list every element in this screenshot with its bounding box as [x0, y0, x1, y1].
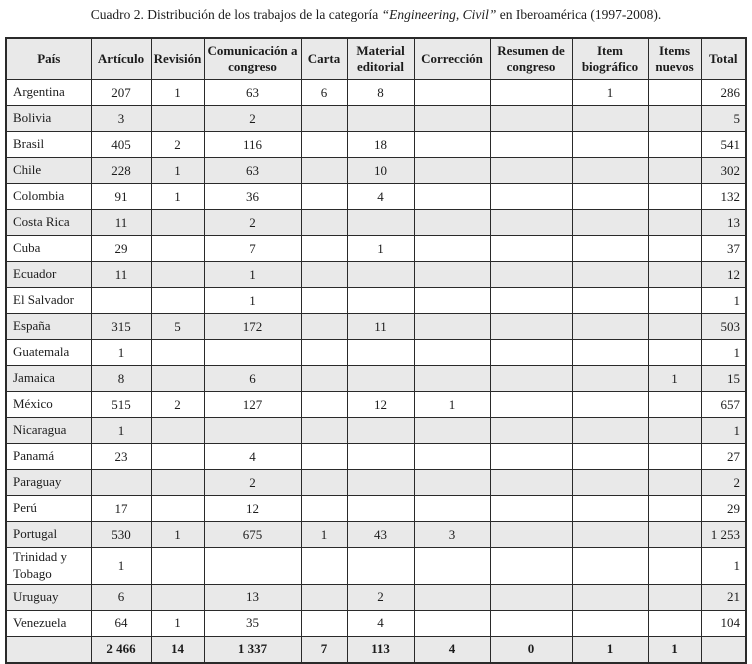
- value-cell-material-editorial: 10: [347, 158, 414, 184]
- totals-label-cell: [6, 636, 91, 663]
- value-cell-correccion: [414, 132, 490, 158]
- value-cell-total: 541: [701, 132, 746, 158]
- value-cell-articulo: 1: [91, 340, 151, 366]
- value-cell-revision: [151, 548, 204, 585]
- value-cell-item-biografico: [572, 366, 648, 392]
- value-cell-comunicacion-a-congreso: 63: [204, 158, 301, 184]
- value-cell-item-biografico: [572, 236, 648, 262]
- table-row: [6, 496, 746, 522]
- value-cell-item-biografico: [572, 288, 648, 314]
- value-cell-correccion: [414, 184, 490, 210]
- totals-row: [6, 636, 746, 663]
- value-cell-item-biografico: [572, 158, 648, 184]
- value-cell-total: 12: [701, 262, 746, 288]
- value-cell-articulo: 29: [91, 236, 151, 262]
- value-cell-correccion: [414, 80, 490, 106]
- table-row: [6, 548, 746, 585]
- value-cell-resumen-de-congreso: [490, 262, 572, 288]
- header-row: [6, 38, 746, 80]
- column-header-pais: País: [6, 38, 91, 80]
- value-cell-items-nuevos: [648, 610, 701, 636]
- value-cell-material-editorial: [347, 418, 414, 444]
- value-cell-carta: [301, 210, 347, 236]
- value-cell-resumen-de-congreso: [490, 584, 572, 610]
- value-cell-revision: 2: [151, 132, 204, 158]
- country-cell: Nicaragua: [6, 418, 91, 444]
- value-cell-comunicacion-a-congreso: 7: [204, 236, 301, 262]
- value-cell-comunicacion-a-congreso: [204, 548, 301, 585]
- country-cell: Venezuela: [6, 610, 91, 636]
- value-cell-resumen-de-congreso: [490, 444, 572, 470]
- value-cell-carta: 6: [301, 80, 347, 106]
- table-row: [6, 444, 746, 470]
- value-cell-item-biografico: [572, 132, 648, 158]
- totals-cell-revision: 14: [151, 636, 204, 663]
- value-cell-articulo: 207: [91, 80, 151, 106]
- value-cell-total: 286: [701, 80, 746, 106]
- country-cell: Costa Rica: [6, 210, 91, 236]
- value-cell-revision: [151, 262, 204, 288]
- value-cell-items-nuevos: [648, 496, 701, 522]
- value-cell-items-nuevos: 1: [648, 366, 701, 392]
- value-cell-total: 1 253: [701, 522, 746, 548]
- value-cell-revision: [151, 340, 204, 366]
- value-cell-total: 5: [701, 106, 746, 132]
- value-cell-comunicacion-a-congreso: 127: [204, 392, 301, 418]
- country-cell: Cuba: [6, 236, 91, 262]
- value-cell-revision: [151, 444, 204, 470]
- column-header-correccion: Corrección: [414, 38, 490, 80]
- value-cell-articulo: 91: [91, 184, 151, 210]
- country-cell: Portugal: [6, 522, 91, 548]
- value-cell-comunicacion-a-congreso: 1: [204, 288, 301, 314]
- column-header-item-biografico: Item biográfico: [572, 38, 648, 80]
- caption-category-italic: “Engineering, Civil”: [381, 7, 497, 22]
- value-cell-comunicacion-a-congreso: 675: [204, 522, 301, 548]
- value-cell-total: 1: [701, 418, 746, 444]
- table-row: [6, 522, 746, 548]
- value-cell-items-nuevos: [648, 470, 701, 496]
- caption-text-suffix: en Iberoamérica (1997-2008).: [496, 7, 662, 22]
- value-cell-items-nuevos: [648, 210, 701, 236]
- value-cell-item-biografico: [572, 610, 648, 636]
- column-header-articulo: Artículo: [91, 38, 151, 80]
- value-cell-correccion: 3: [414, 522, 490, 548]
- country-cell: Argentina: [6, 80, 91, 106]
- value-cell-item-biografico: [572, 262, 648, 288]
- column-header-revision: Revisión: [151, 38, 204, 80]
- value-cell-carta: [301, 132, 347, 158]
- value-cell-carta: [301, 470, 347, 496]
- value-cell-total: 1: [701, 340, 746, 366]
- value-cell-comunicacion-a-congreso: 1: [204, 262, 301, 288]
- value-cell-articulo: 17: [91, 496, 151, 522]
- value-cell-correccion: [414, 236, 490, 262]
- value-cell-total: 13: [701, 210, 746, 236]
- value-cell-item-biografico: [572, 444, 648, 470]
- value-cell-correccion: [414, 314, 490, 340]
- value-cell-resumen-de-congreso: [490, 184, 572, 210]
- value-cell-material-editorial: [347, 444, 414, 470]
- value-cell-items-nuevos: [648, 80, 701, 106]
- value-cell-articulo: 530: [91, 522, 151, 548]
- value-cell-item-biografico: [572, 392, 648, 418]
- value-cell-correccion: [414, 366, 490, 392]
- country-cell: Panamá: [6, 444, 91, 470]
- value-cell-articulo: 6: [91, 584, 151, 610]
- value-cell-revision: [151, 106, 204, 132]
- value-cell-carta: [301, 584, 347, 610]
- distribution-table: [5, 37, 747, 664]
- value-cell-total: 1: [701, 548, 746, 585]
- value-cell-item-biografico: [572, 340, 648, 366]
- value-cell-articulo: 228: [91, 158, 151, 184]
- value-cell-material-editorial: [347, 210, 414, 236]
- value-cell-material-editorial: 4: [347, 610, 414, 636]
- value-cell-carta: [301, 288, 347, 314]
- value-cell-carta: [301, 366, 347, 392]
- value-cell-item-biografico: [572, 548, 648, 585]
- value-cell-resumen-de-congreso: [490, 314, 572, 340]
- table-row: [6, 314, 746, 340]
- country-cell: Ecuador: [6, 262, 91, 288]
- value-cell-carta: [301, 444, 347, 470]
- column-header-material-editorial: Material editorial: [347, 38, 414, 80]
- value-cell-items-nuevos: [648, 106, 701, 132]
- value-cell-articulo: 1: [91, 418, 151, 444]
- country-cell: Paraguay: [6, 470, 91, 496]
- value-cell-revision: 1: [151, 80, 204, 106]
- country-cell: Chile: [6, 158, 91, 184]
- value-cell-material-editorial: [347, 496, 414, 522]
- value-cell-items-nuevos: [648, 584, 701, 610]
- value-cell-items-nuevos: [648, 444, 701, 470]
- column-header-items-nuevos: Items nuevos: [648, 38, 701, 80]
- value-cell-carta: [301, 236, 347, 262]
- value-cell-material-editorial: [347, 340, 414, 366]
- value-cell-revision: [151, 366, 204, 392]
- value-cell-total: 27: [701, 444, 746, 470]
- value-cell-comunicacion-a-congreso: [204, 418, 301, 444]
- totals-cell-articulo: 2 466: [91, 636, 151, 663]
- value-cell-comunicacion-a-congreso: 36: [204, 184, 301, 210]
- value-cell-resumen-de-congreso: [490, 470, 572, 496]
- value-cell-items-nuevos: [648, 340, 701, 366]
- table-row: [6, 584, 746, 610]
- value-cell-items-nuevos: [648, 548, 701, 585]
- value-cell-correccion: [414, 210, 490, 236]
- value-cell-item-biografico: [572, 418, 648, 444]
- value-cell-total: 1: [701, 288, 746, 314]
- value-cell-material-editorial: [347, 470, 414, 496]
- value-cell-comunicacion-a-congreso: 12: [204, 496, 301, 522]
- column-header-resumen-de-congreso: Resumen de congreso: [490, 38, 572, 80]
- value-cell-carta: [301, 262, 347, 288]
- value-cell-material-editorial: 43: [347, 522, 414, 548]
- table-row: [6, 340, 746, 366]
- value-cell-material-editorial: 18: [347, 132, 414, 158]
- value-cell-resumen-de-congreso: [490, 610, 572, 636]
- value-cell-resumen-de-congreso: [490, 210, 572, 236]
- value-cell-correccion: [414, 418, 490, 444]
- value-cell-carta: [301, 392, 347, 418]
- value-cell-items-nuevos: [648, 262, 701, 288]
- value-cell-comunicacion-a-congreso: [204, 340, 301, 366]
- value-cell-carta: [301, 314, 347, 340]
- value-cell-resumen-de-congreso: [490, 392, 572, 418]
- table-row: [6, 184, 746, 210]
- value-cell-articulo: 3: [91, 106, 151, 132]
- value-cell-revision: 1: [151, 184, 204, 210]
- value-cell-articulo: 64: [91, 610, 151, 636]
- value-cell-resumen-de-congreso: [490, 418, 572, 444]
- value-cell-items-nuevos: [648, 236, 701, 262]
- value-cell-total: 302: [701, 158, 746, 184]
- value-cell-correccion: [414, 610, 490, 636]
- totals-cell-comunicacion-a-congreso: 1 337: [204, 636, 301, 663]
- value-cell-comunicacion-a-congreso: 4: [204, 444, 301, 470]
- value-cell-resumen-de-congreso: [490, 288, 572, 314]
- caption-text: Cuadro 2. Distribución de los trabajos de la categoría: [90, 7, 382, 22]
- value-cell-items-nuevos: [648, 132, 701, 158]
- value-cell-revision: [151, 210, 204, 236]
- value-cell-items-nuevos: [648, 158, 701, 184]
- value-cell-resumen-de-congreso: [490, 340, 572, 366]
- value-cell-material-editorial: 12: [347, 392, 414, 418]
- value-cell-revision: 2: [151, 392, 204, 418]
- value-cell-total: 29: [701, 496, 746, 522]
- value-cell-material-editorial: 2: [347, 584, 414, 610]
- value-cell-items-nuevos: [648, 314, 701, 340]
- totals-cell-carta: 7: [301, 636, 347, 663]
- value-cell-item-biografico: [572, 314, 648, 340]
- value-cell-comunicacion-a-congreso: 116: [204, 132, 301, 158]
- value-cell-revision: [151, 470, 204, 496]
- value-cell-items-nuevos: [648, 522, 701, 548]
- value-cell-articulo: [91, 288, 151, 314]
- value-cell-carta: [301, 548, 347, 585]
- table-row: [6, 392, 746, 418]
- value-cell-correccion: [414, 158, 490, 184]
- value-cell-correccion: [414, 548, 490, 585]
- country-cell: El Salvador: [6, 288, 91, 314]
- value-cell-carta: [301, 418, 347, 444]
- value-cell-articulo: 515: [91, 392, 151, 418]
- value-cell-comunicacion-a-congreso: 6: [204, 366, 301, 392]
- totals-cell-item-biografico: 1: [572, 636, 648, 663]
- value-cell-carta: [301, 184, 347, 210]
- value-cell-articulo: 405: [91, 132, 151, 158]
- value-cell-items-nuevos: [648, 288, 701, 314]
- table-row: [6, 418, 746, 444]
- value-cell-item-biografico: [572, 584, 648, 610]
- value-cell-revision: [151, 236, 204, 262]
- value-cell-total: 2: [701, 470, 746, 496]
- value-cell-resumen-de-congreso: [490, 522, 572, 548]
- value-cell-carta: [301, 610, 347, 636]
- value-cell-carta: [301, 340, 347, 366]
- value-cell-total: 104: [701, 610, 746, 636]
- table-row: [6, 158, 746, 184]
- country-cell: Colombia: [6, 184, 91, 210]
- value-cell-correccion: 1: [414, 392, 490, 418]
- value-cell-resumen-de-congreso: [490, 106, 572, 132]
- value-cell-revision: 1: [151, 610, 204, 636]
- value-cell-total: 15: [701, 366, 746, 392]
- value-cell-total: 657: [701, 392, 746, 418]
- value-cell-material-editorial: 1: [347, 236, 414, 262]
- column-header-carta: Carta: [301, 38, 347, 80]
- value-cell-carta: [301, 106, 347, 132]
- table-row: [6, 80, 746, 106]
- table-row: [6, 610, 746, 636]
- value-cell-carta: [301, 158, 347, 184]
- value-cell-material-editorial: 8: [347, 80, 414, 106]
- country-cell: Brasil: [6, 132, 91, 158]
- table-caption: [0, 7, 752, 23]
- value-cell-correccion: [414, 340, 490, 366]
- value-cell-resumen-de-congreso: [490, 158, 572, 184]
- value-cell-correccion: [414, 106, 490, 132]
- country-cell: Guatemala: [6, 340, 91, 366]
- value-cell-item-biografico: [572, 470, 648, 496]
- value-cell-articulo: 11: [91, 210, 151, 236]
- value-cell-items-nuevos: [648, 184, 701, 210]
- table-row: [6, 262, 746, 288]
- value-cell-comunicacion-a-congreso: 2: [204, 470, 301, 496]
- value-cell-item-biografico: [572, 210, 648, 236]
- value-cell-correccion: [414, 470, 490, 496]
- value-cell-total: 503: [701, 314, 746, 340]
- value-cell-comunicacion-a-congreso: 13: [204, 584, 301, 610]
- table-row: [6, 236, 746, 262]
- value-cell-correccion: [414, 496, 490, 522]
- value-cell-material-editorial: 4: [347, 184, 414, 210]
- value-cell-revision: 5: [151, 314, 204, 340]
- value-cell-revision: [151, 288, 204, 314]
- value-cell-revision: [151, 584, 204, 610]
- table-row: [6, 366, 746, 392]
- value-cell-revision: 1: [151, 522, 204, 548]
- value-cell-articulo: 315: [91, 314, 151, 340]
- value-cell-resumen-de-congreso: [490, 236, 572, 262]
- value-cell-carta: 1: [301, 522, 347, 548]
- value-cell-item-biografico: [572, 184, 648, 210]
- value-cell-correccion: [414, 584, 490, 610]
- value-cell-resumen-de-congreso: [490, 496, 572, 522]
- value-cell-comunicacion-a-congreso: 2: [204, 106, 301, 132]
- value-cell-items-nuevos: [648, 392, 701, 418]
- value-cell-correccion: [414, 288, 490, 314]
- value-cell-item-biografico: [572, 496, 648, 522]
- table-row: [6, 210, 746, 236]
- value-cell-item-biografico: [572, 106, 648, 132]
- column-header-comunicacion-a-congreso: Comunicación a congreso: [204, 38, 301, 80]
- value-cell-comunicacion-a-congreso: 35: [204, 610, 301, 636]
- value-cell-material-editorial: [347, 366, 414, 392]
- value-cell-correccion: [414, 262, 490, 288]
- table-row: [6, 132, 746, 158]
- value-cell-resumen-de-congreso: [490, 80, 572, 106]
- value-cell-material-editorial: [347, 548, 414, 585]
- column-header-total: Total: [701, 38, 746, 80]
- totals-cell-correccion: 4: [414, 636, 490, 663]
- value-cell-material-editorial: [347, 106, 414, 132]
- value-cell-resumen-de-congreso: [490, 132, 572, 158]
- table-row: [6, 106, 746, 132]
- table-row: [6, 288, 746, 314]
- value-cell-articulo: 1: [91, 548, 151, 585]
- value-cell-correccion: [414, 444, 490, 470]
- country-cell: Uruguay: [6, 584, 91, 610]
- value-cell-comunicacion-a-congreso: 2: [204, 210, 301, 236]
- country-cell: Jamaica: [6, 366, 91, 392]
- value-cell-resumen-de-congreso: [490, 548, 572, 585]
- value-cell-comunicacion-a-congreso: 172: [204, 314, 301, 340]
- country-cell: Trinidad y Tobago: [6, 548, 91, 585]
- totals-cell-total: [701, 636, 746, 663]
- country-cell: Bolivia: [6, 106, 91, 132]
- country-cell: Perú: [6, 496, 91, 522]
- value-cell-revision: 1: [151, 158, 204, 184]
- value-cell-articulo: 23: [91, 444, 151, 470]
- totals-cell-resumen-de-congreso: 0: [490, 636, 572, 663]
- value-cell-total: 21: [701, 584, 746, 610]
- value-cell-revision: [151, 496, 204, 522]
- value-cell-articulo: [91, 470, 151, 496]
- value-cell-articulo: 8: [91, 366, 151, 392]
- value-cell-total: 37: [701, 236, 746, 262]
- value-cell-items-nuevos: [648, 418, 701, 444]
- value-cell-articulo: 11: [91, 262, 151, 288]
- value-cell-item-biografico: 1: [572, 80, 648, 106]
- country-cell: España: [6, 314, 91, 340]
- value-cell-total: 132: [701, 184, 746, 210]
- value-cell-revision: [151, 418, 204, 444]
- value-cell-resumen-de-congreso: [490, 366, 572, 392]
- totals-cell-material-editorial: 113: [347, 636, 414, 663]
- value-cell-material-editorial: [347, 288, 414, 314]
- value-cell-carta: [301, 496, 347, 522]
- value-cell-comunicacion-a-congreso: 63: [204, 80, 301, 106]
- country-cell: México: [6, 392, 91, 418]
- table-row: [6, 470, 746, 496]
- value-cell-material-editorial: [347, 262, 414, 288]
- value-cell-material-editorial: 11: [347, 314, 414, 340]
- totals-cell-items-nuevos: 1: [648, 636, 701, 663]
- value-cell-item-biografico: [572, 522, 648, 548]
